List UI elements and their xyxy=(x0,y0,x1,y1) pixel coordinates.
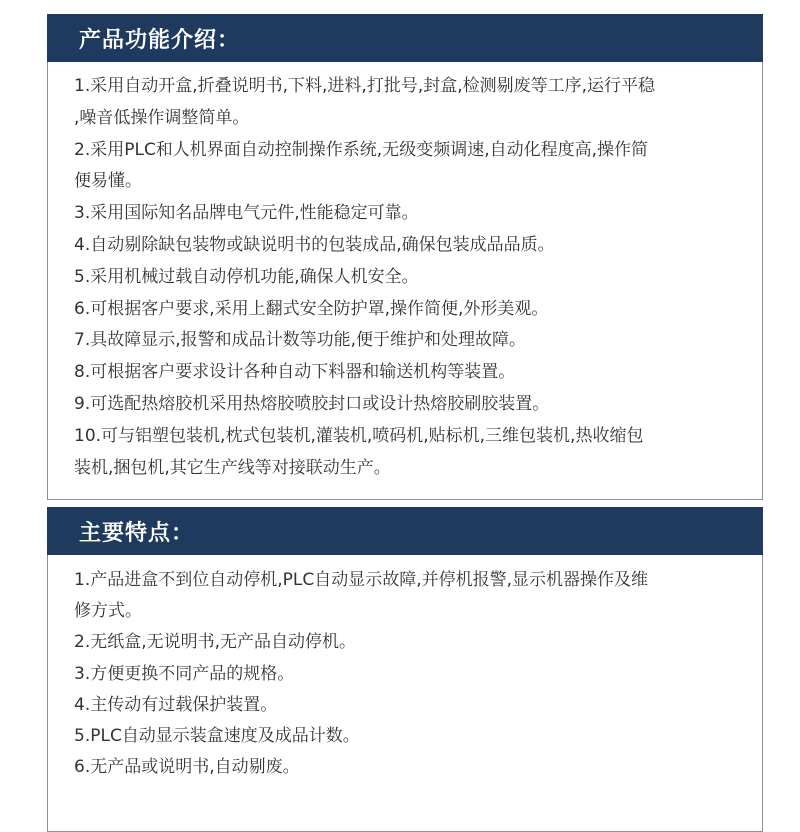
feature-line: 4.主传动有过载保护装置。 xyxy=(74,694,278,715)
main-features-title: 主要特点： xyxy=(47,507,763,555)
feature-line: 修方式。 xyxy=(74,601,142,622)
product-functions-list xyxy=(47,62,763,500)
feature-line: 2.无纸盒,无说明书,无产品自动停机。 xyxy=(74,632,357,653)
function-line: 4.自动剔除缺包装物或缺说明书的包装成品,确保包装成品品质。 xyxy=(74,234,555,255)
function-line: 8.可根据客户要求设计各种自动下料器和输送机构等装置。 xyxy=(74,362,516,383)
main-features-section xyxy=(47,507,763,832)
feature-line: 1.产品进盒不到位自动停机,PLC自动显示故障,并停机报警,显示机器操作及维 xyxy=(74,570,649,590)
function-line: 7.具故障显示,报警和成品计数等功能,便于维护和处理故障。 xyxy=(74,330,527,351)
product-functions-title: 产品功能介绍： xyxy=(47,14,763,62)
feature-line: 5.PLC自动显示装盒速度及成品计数。 xyxy=(74,726,360,747)
function-line: 6.可根据客户要求,采用上翻式安全防护罩,操作简便,外形美观。 xyxy=(74,298,549,319)
function-line: 1.采用自动开盒,折叠说明书,下料,进料,打批号,封盒,检测剔废等工序,运行平稳 xyxy=(74,76,656,96)
feature-line: 3.方便更换不同产品的规格。 xyxy=(74,663,295,684)
function-line: ,噪音低操作调整简单。 xyxy=(74,107,250,128)
function-line: 便易懂。 xyxy=(74,171,142,192)
function-line: 5.采用机械过载自动停机功能,确保人机安全。 xyxy=(74,266,419,287)
function-line: 9.可选配热熔胶机采用热熔胶喷胶封口或设计热熔胶刷胶装置。 xyxy=(74,393,550,414)
product-functions-section xyxy=(47,14,763,500)
function-line: 3.采用国际知名品牌电气元件,性能稳定可靠。 xyxy=(74,203,419,224)
function-line: 10.可与铝塑包装机,枕式包装机,灌装机,喷码机,贴标机,三维包装机,热收缩包 xyxy=(74,425,644,446)
function-line: 装机,捆包机,其它生产线等对接联动生产。 xyxy=(74,457,391,478)
function-line: 2.采用PLC和人机界面自动控制操作系统,无级变频调速,自动化程度高,操作简 xyxy=(74,139,649,160)
feature-line: 6.无产品或说明书,自动剔废。 xyxy=(74,757,300,778)
main-features-list xyxy=(47,555,763,832)
